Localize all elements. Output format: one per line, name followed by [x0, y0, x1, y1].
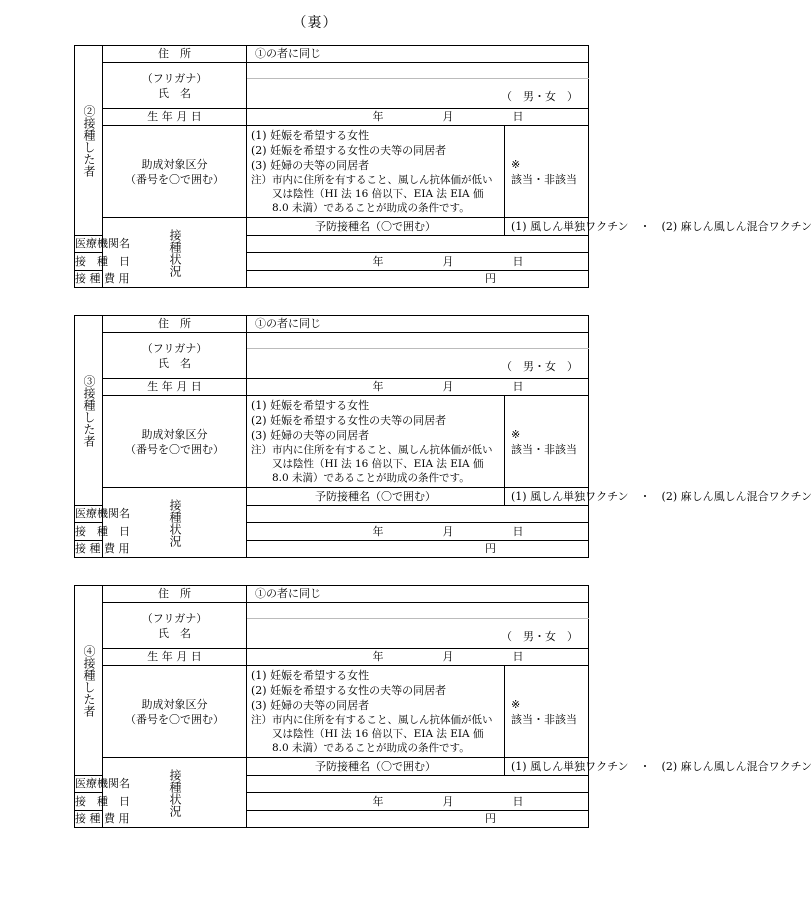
- vaccine-options[interactable]: (1) 風しん単独ワクチン ・ (2) 麻しん風しん混合ワクチン: [505, 758, 589, 776]
- vaccination-date-field[interactable]: [247, 253, 589, 271]
- note-text: 市内に住所を有すること、風しん抗体価が低い又は陰性（HI 法 16 倍以下、EIA 法 EIA 価 8.0 未満）であることが助成の条件です。: [272, 714, 493, 754]
- month-unit: 月: [442, 110, 454, 123]
- furigana-field[interactable]: [247, 603, 589, 619]
- vaccination-form-section: [74, 315, 812, 558]
- furigana-label: （フリガナ）: [141, 71, 208, 85]
- name-field[interactable]: [247, 79, 589, 109]
- eligibility-selector[interactable]: 該当・非該当: [511, 172, 577, 186]
- day-unit: 日: [512, 254, 524, 268]
- name-label-cell: [103, 63, 247, 109]
- date-label: 接 種 日: [75, 793, 103, 811]
- name-label: 氏 名: [158, 356, 191, 370]
- vaccination-form-section: [74, 585, 812, 828]
- date-label: 接 種 日: [75, 253, 103, 271]
- day-unit: 日: [512, 794, 524, 808]
- subsidy-label: 助成対象区分: [141, 697, 208, 711]
- subsidy-label-cell: [103, 666, 247, 758]
- eligibility-cell[interactable]: [505, 666, 589, 758]
- subsidy-option-3[interactable]: (3) 妊婦の夫等の同居者: [251, 159, 370, 172]
- birth-date-field[interactable]: [247, 649, 589, 666]
- eligibility-selector[interactable]: 該当・非該当: [511, 442, 577, 456]
- person-column: [75, 316, 103, 506]
- subsidy-label-cell: [103, 396, 247, 488]
- person-column: [75, 586, 103, 776]
- cost-label: 接 種 費 用: [75, 271, 103, 288]
- subsidy-label: 助成対象区分: [141, 157, 208, 171]
- birth-date-field[interactable]: [247, 379, 589, 396]
- clinic-label: 医療機関名: [75, 776, 103, 793]
- year-unit: 年: [372, 524, 384, 538]
- furigana-field[interactable]: [247, 333, 589, 349]
- status-label: 接種状況: [168, 228, 182, 277]
- vaccine-label: 予防接種名（〇で囲む）: [247, 488, 505, 506]
- cost-field[interactable]: [247, 811, 589, 828]
- day-unit: 日: [512, 650, 524, 663]
- birth-date-field[interactable]: [247, 109, 589, 126]
- subsidy-option-2[interactable]: (2) 妊娠を希望する女性の夫等の同居者: [251, 684, 447, 697]
- clinic-field[interactable]: [247, 776, 589, 793]
- note-mark: 注）: [251, 714, 272, 726]
- subsidy-option-3[interactable]: (3) 妊婦の夫等の同居者: [251, 699, 370, 712]
- yen-unit: 円: [485, 542, 496, 555]
- day-unit: 日: [512, 110, 524, 123]
- subsidy-option-1[interactable]: (1) 妊娠を希望する女性: [251, 399, 370, 412]
- eligibility-cell[interactable]: [505, 396, 589, 488]
- day-unit: 日: [512, 524, 524, 538]
- subsidy-note: [251, 173, 500, 215]
- eligibility-mark: ※: [511, 697, 521, 711]
- vaccination-date-field[interactable]: [247, 793, 589, 811]
- month-unit: 月: [442, 524, 454, 538]
- vaccine-label: 予防接種名（〇で囲む）: [247, 218, 505, 236]
- subsidy-option-1[interactable]: (1) 妊娠を希望する女性: [251, 669, 370, 682]
- yen-unit: 円: [485, 812, 496, 825]
- cost-field[interactable]: [247, 271, 589, 288]
- year-unit: 年: [372, 254, 384, 268]
- month-unit: 月: [442, 380, 454, 393]
- clinic-field[interactable]: [247, 506, 589, 523]
- subsidy-note: [251, 443, 500, 485]
- vaccine-label: 予防接種名（〇で囲む）: [247, 758, 505, 776]
- address-label: 住 所: [103, 316, 247, 333]
- clinic-label: 医療機関名: [75, 236, 103, 253]
- day-unit: 日: [512, 380, 524, 393]
- subsidy-sublabel: （番号を〇で囲む）: [125, 172, 224, 186]
- subsidy-options[interactable]: [247, 666, 505, 758]
- eligibility-cell[interactable]: [505, 126, 589, 218]
- cost-label: 接 種 費 用: [75, 541, 103, 558]
- cost-label: 接 種 費 用: [75, 811, 103, 828]
- sex-selector[interactable]: （ 男・女 ）: [501, 90, 578, 103]
- person-label: ②接種した者: [82, 104, 96, 177]
- year-unit: 年: [372, 380, 384, 393]
- subsidy-options[interactable]: [247, 126, 505, 218]
- furigana-label: （フリガナ）: [141, 341, 208, 355]
- subsidy-sublabel: （番号を〇で囲む）: [125, 712, 224, 726]
- note-text: 市内に住所を有すること、風しん抗体価が低い又は陰性（HI 法 16 倍以下、EIA 法 EIA 価 8.0 未満）であることが助成の条件です。: [272, 174, 493, 214]
- birth-label: 生 年 月 日: [103, 379, 247, 396]
- subsidy-note: [251, 713, 500, 755]
- eligibility-mark: ※: [511, 157, 521, 171]
- month-unit: 月: [442, 650, 454, 663]
- vaccination-form-section: [74, 45, 812, 288]
- name-label-cell: [103, 333, 247, 379]
- clinic-field[interactable]: [247, 236, 589, 253]
- subsidy-label: 助成対象区分: [141, 427, 208, 441]
- vaccine-options[interactable]: (1) 風しん単独ワクチン ・ (2) 麻しん風しん混合ワクチン: [505, 218, 589, 236]
- status-label: 接種状況: [168, 768, 182, 817]
- name-label: 氏 名: [158, 626, 191, 640]
- sex-selector[interactable]: （ 男・女 ）: [501, 360, 578, 373]
- note-text: 市内に住所を有すること、風しん抗体価が低い又は陰性（HI 法 16 倍以下、EIA 法 EIA 価 8.0 未満）であることが助成の条件です。: [272, 444, 493, 484]
- cost-field[interactable]: [247, 541, 589, 558]
- subsidy-option-2[interactable]: (2) 妊娠を希望する女性の夫等の同居者: [251, 414, 447, 427]
- address-value[interactable]: ①の者に同じ: [247, 586, 589, 603]
- year-unit: 年: [372, 794, 384, 808]
- birth-label: 生 年 月 日: [103, 649, 247, 666]
- furigana-field[interactable]: [247, 63, 589, 79]
- birth-label: 生 年 月 日: [103, 109, 247, 126]
- status-label: 接種状況: [168, 498, 182, 547]
- furigana-label: （フリガナ）: [141, 611, 208, 625]
- name-label: 氏 名: [158, 86, 191, 100]
- person-label: ④接種した者: [82, 644, 96, 717]
- subsidy-option-2[interactable]: (2) 妊娠を希望する女性の夫等の同居者: [251, 144, 447, 157]
- name-field[interactable]: [247, 619, 589, 649]
- subsidy-option-1[interactable]: (1) 妊娠を希望する女性: [251, 129, 370, 142]
- date-label: 接 種 日: [75, 523, 103, 541]
- eligibility-selector[interactable]: 該当・非該当: [511, 712, 577, 726]
- sex-selector[interactable]: （ 男・女 ）: [501, 630, 578, 643]
- address-value[interactable]: ①の者に同じ: [247, 46, 589, 63]
- clinic-label: 医療機関名: [75, 506, 103, 523]
- subsidy-sublabel: （番号を〇で囲む）: [125, 442, 224, 456]
- vaccine-options[interactable]: (1) 風しん単独ワクチン ・ (2) 麻しん風しん混合ワクチン: [505, 488, 589, 506]
- yen-unit: 円: [485, 272, 496, 285]
- month-unit: 月: [442, 794, 454, 808]
- note-mark: 注）: [251, 444, 272, 456]
- address-value[interactable]: ①の者に同じ: [247, 316, 589, 333]
- year-unit: 年: [372, 110, 384, 123]
- page-title: （裏）: [292, 15, 338, 31]
- subsidy-label-cell: [103, 126, 247, 218]
- subsidy-options[interactable]: [247, 396, 505, 488]
- name-label-cell: [103, 603, 247, 649]
- subsidy-option-3[interactable]: (3) 妊婦の夫等の同居者: [251, 429, 370, 442]
- name-field[interactable]: [247, 349, 589, 379]
- note-mark: 注）: [251, 174, 272, 186]
- address-label: 住 所: [103, 46, 247, 63]
- month-unit: 月: [442, 254, 454, 268]
- address-label: 住 所: [103, 586, 247, 603]
- year-unit: 年: [372, 650, 384, 663]
- eligibility-mark: ※: [511, 427, 521, 441]
- person-column: [75, 46, 103, 236]
- vaccination-date-field[interactable]: [247, 523, 589, 541]
- person-label: ③接種した者: [82, 374, 96, 447]
